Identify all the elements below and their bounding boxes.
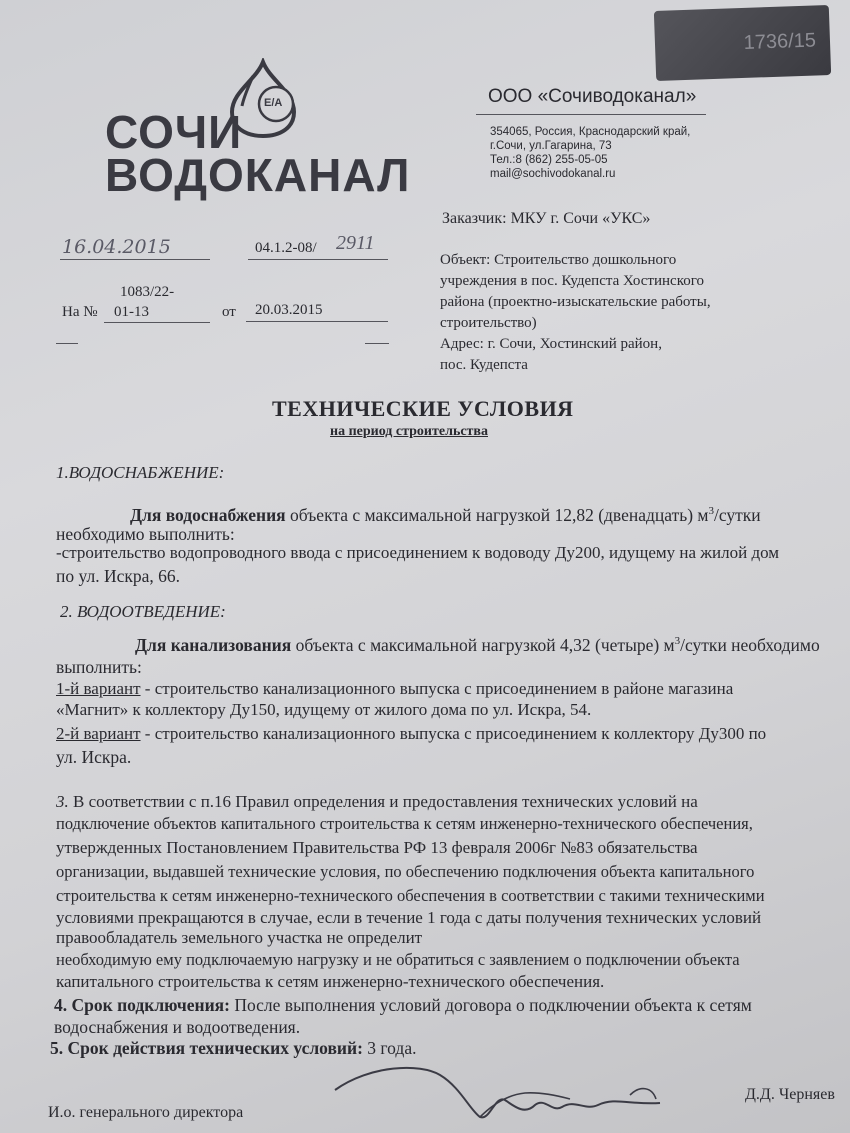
section-1-line-2: необходимо выполнить: — [56, 524, 235, 544]
ref-date-underline — [246, 321, 388, 322]
section-2-variant-1: 1-й вариант - строительство канализационного выпуска с присоединением в районе магазина — [56, 679, 734, 698]
corner-mark-left — [56, 343, 78, 344]
address-line: пос. Кудепста — [440, 357, 528, 373]
org-divider — [476, 114, 706, 115]
date-underline — [60, 259, 210, 260]
logo-emblem-text: Е/А — [264, 97, 283, 109]
section-3-line-6: условиями прекращаются в случае, если в течение 1 года с даты получения технических условий — [56, 908, 762, 927]
outgoing-underline — [248, 259, 388, 260]
org-name: ООО «Сочиводоканал» — [488, 86, 697, 107]
section-4-line-2: водоснабжения и водоотведения. — [54, 1017, 301, 1037]
section-4-line-1: 4. Срок подключения: После выполнения условий договора о подключении объекта к сетям — [54, 995, 752, 1015]
section-2-variant-1-line-2: «Магнит» к коллектору Ду150, идущему от жилого дома по ул. Искра, 54. — [56, 700, 592, 719]
section-3-line-2: подключение объектов капитального строительства к сетям инженерно-технического обеспечения, — [56, 814, 753, 833]
section-2-line-2: выполнить: — [56, 657, 142, 677]
ref-date: 20.03.2015 — [255, 302, 323, 318]
section-3-line-5: строительства к сетям инженерно-технического обеспечения в соответствии с такими техническими — [56, 886, 765, 905]
ref-number-line-1: 1083/22- — [120, 284, 175, 300]
logo-line-2: ВОДОКАНАЛ — [105, 149, 411, 201]
corner-mark-right — [365, 343, 389, 344]
section-3-line-1: 3. В соответствии с п.16 Правил определения и предоставления технических условий на — [56, 792, 698, 811]
section-3-line-3: утвержденных Постановлением Правительства РФ 13 февраля 2006г №83 обязательства — [56, 838, 698, 857]
object-line: Объект: Строительство дошкольного — [440, 252, 677, 268]
section-1-heading: 1.ВОДОСНАБЖЕНИЕ: — [56, 463, 225, 482]
stamp-number: 1736/15 — [743, 28, 817, 54]
customer: Заказчик: МКУ г. Сочи «УКС» — [442, 210, 651, 227]
object-line: района (проектно-изыскательские работы, — [440, 294, 711, 310]
object-line: строительство) — [440, 315, 537, 331]
ref-underline — [104, 322, 210, 323]
outgoing-prefix: 04.1.2-08/ — [255, 240, 317, 256]
document-subtitle: на период строительства — [330, 424, 488, 439]
outgoing-number-handwritten: 2911 — [336, 232, 375, 254]
ref-number-line-2: 01-13 — [114, 304, 149, 320]
section-1-line-3: -строительство водопроводного ввода с присоединением к водоводу Ду200, идущему на жилой дом — [56, 543, 780, 562]
ref-date-label: от — [222, 304, 236, 320]
section-1-line-1: Для водоснабжения объекта с максимальной нагрузкой 12,82 (двенадцать) $м^3$/сутки — [130, 504, 761, 525]
section-4-bold: 4. Срок подключения: — [54, 995, 230, 1015]
section-5-bold: 5. Срок действия технических условий: — [50, 1038, 363, 1058]
org-address-line-1: 354065, Россия, Краснодарский край, — [490, 126, 691, 138]
section-1-line-4: по ул. Искра, 66. — [56, 566, 181, 586]
object-line: учреждения в пос. Кудепста Хостинского — [440, 273, 704, 289]
section-2-variant-2: 2-й вариант - строительство канализационного выпуска с присоединением к коллектору Ду300 по — [56, 724, 767, 743]
section-1-bold: Для водоснабжения — [130, 504, 286, 525]
org-address-line-2: г.Сочи, ул.Гагарина, 73 — [490, 140, 612, 152]
logo-line-1: СОЧИ — [105, 106, 243, 158]
section-3-line-7: правообладатель земельного участка не определит — [56, 928, 423, 947]
org-phone: Тел.:8 (862) 255-05-05 — [490, 154, 608, 166]
section-3-line-4: организации, выдавшей технические условия, по обеспечению подключения объекта капитального — [56, 862, 755, 881]
handwritten-date: 16.04.2015 — [62, 236, 171, 258]
section-2-bold: Для канализования — [135, 634, 292, 655]
section-2-line-1: Для канализования объекта с максимальной нагрузкой 4,32 (четыре) $м^3$/сутки необходимо — [135, 634, 820, 655]
signatory-position: И.о. генерального директора — [48, 1104, 244, 1121]
section-2-heading: 2. ВОДООТВЕДЕНИЕ: — [60, 602, 226, 621]
section-2-variant-2-line-2: ул. Искра. — [56, 747, 132, 767]
address-line: Адрес: г. Сочи, Хостинский район, — [440, 336, 662, 352]
section-5-line: 5. Срок действия технических условий: 3 года. — [50, 1038, 417, 1058]
registration-stamp — [654, 5, 831, 81]
variant-2-label: 2-й вариант — [56, 724, 141, 743]
org-email: mail@sochivodokanal.ru — [490, 168, 616, 180]
ref-label: На № — [62, 304, 98, 320]
signatory-name: Д.Д. Черняев — [745, 1086, 835, 1103]
variant-1-label: 1-й вариант — [56, 679, 141, 698]
signature-icon — [330, 1055, 690, 1133]
object-lines — [440, 250, 711, 376]
document-title: ТЕХНИЧЕСКИЕ УСЛОВИЯ — [272, 396, 574, 421]
section-3-line-8: необходимую ему подключаемую нагрузку и не обратиться с заявлением о подключении объекта — [56, 950, 740, 969]
section-3-line-9: капитального строительства к сетям инженерно-технического обеспечения. — [56, 972, 605, 991]
